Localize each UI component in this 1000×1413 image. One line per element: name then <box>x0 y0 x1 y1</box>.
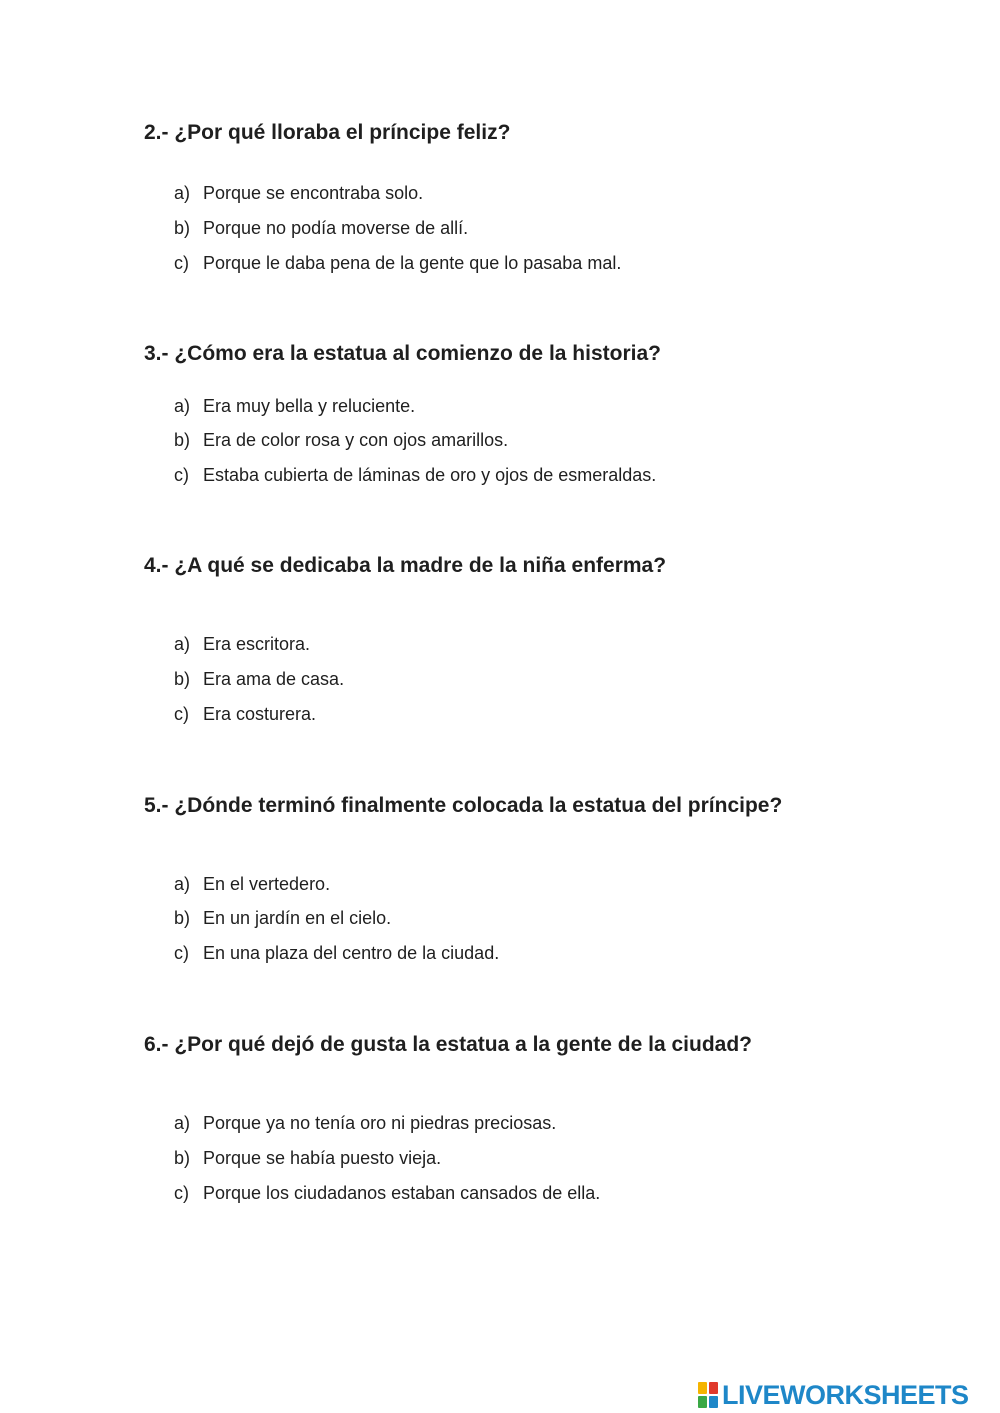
question-title: 4.- ¿A qué se dedicaba la madre de la niña enferma? <box>144 554 667 577</box>
option-letter: a) <box>174 1113 191 1133</box>
liveworksheets-logo[interactable] <box>698 1380 969 1410</box>
option-letter: a) <box>174 183 191 203</box>
answer-option[interactable] <box>174 942 499 964</box>
option-text: En una plaza del centro de la ciudad. <box>203 943 500 963</box>
answer-option[interactable] <box>174 182 423 204</box>
logo-tiles-icon <box>698 1382 718 1408</box>
option-letter: c) <box>174 465 189 485</box>
answer-option[interactable] <box>174 633 310 655</box>
answer-option[interactable] <box>174 429 508 451</box>
answer-option[interactable] <box>174 464 656 486</box>
option-text: Porque se encontraba solo. <box>203 183 424 203</box>
option-letter: b) <box>174 1148 191 1168</box>
option-text: Porque se había puesto vieja. <box>203 1148 442 1168</box>
option-text: Porque no podía moverse de allí. <box>203 218 469 238</box>
question-title: 5.- ¿Dónde terminó finalmente colocada la estatua del príncipe? <box>144 794 783 817</box>
answer-option[interactable] <box>174 1182 600 1204</box>
option-letter: b) <box>174 430 191 450</box>
logo-tile <box>709 1396 718 1408</box>
option-text: Era muy bella y reluciente. <box>203 396 416 416</box>
answer-option[interactable] <box>174 1112 556 1134</box>
option-text: En un jardín en el cielo. <box>203 908 392 928</box>
answer-option[interactable] <box>174 252 621 274</box>
option-letter: c) <box>174 704 189 724</box>
question-title: 3.- ¿Cómo era la estatua al comienzo de la historia? <box>144 342 661 365</box>
option-letter: a) <box>174 396 191 416</box>
answer-option[interactable] <box>174 873 330 895</box>
option-letter: b) <box>174 669 191 689</box>
question-title: 2.- ¿Por qué lloraba el príncipe feliz? <box>144 121 511 144</box>
option-letter: c) <box>174 943 189 963</box>
logo-text: LIVEWORKSHEETS <box>722 1380 969 1410</box>
logo-tile <box>698 1396 707 1408</box>
option-text: Estaba cubierta de láminas de oro y ojos de esmeraldas. <box>203 465 657 485</box>
option-text: Porque ya no tenía oro ni piedras preciosas. <box>203 1113 557 1133</box>
question-title: 6.- ¿Por qué dejó de gusta la estatua a la gente de la ciudad? <box>144 1033 752 1056</box>
option-text: Era de color rosa y con ojos amarillos. <box>203 430 509 450</box>
option-text: En el vertedero. <box>203 874 331 894</box>
option-text: Porque los ciudadanos estaban cansados de ella. <box>203 1183 601 1203</box>
answer-option[interactable] <box>174 1147 441 1169</box>
option-text: Porque le daba pena de la gente que lo pasaba mal. <box>203 253 622 273</box>
answer-option[interactable] <box>174 907 391 929</box>
option-text: Era ama de casa. <box>203 669 345 689</box>
answer-option[interactable] <box>174 668 344 690</box>
option-text: Era costurera. <box>203 704 317 724</box>
answer-option[interactable] <box>174 395 415 417</box>
option-letter: b) <box>174 218 191 238</box>
option-letter: b) <box>174 908 191 928</box>
logo-tile <box>698 1382 707 1394</box>
option-letter: a) <box>174 874 191 894</box>
answer-option[interactable] <box>174 703 316 725</box>
option-letter: c) <box>174 1183 189 1203</box>
option-letter: c) <box>174 253 189 273</box>
option-letter: a) <box>174 634 191 654</box>
option-text: Era escritora. <box>203 634 311 654</box>
logo-tile <box>709 1382 718 1394</box>
answer-option[interactable] <box>174 217 468 239</box>
